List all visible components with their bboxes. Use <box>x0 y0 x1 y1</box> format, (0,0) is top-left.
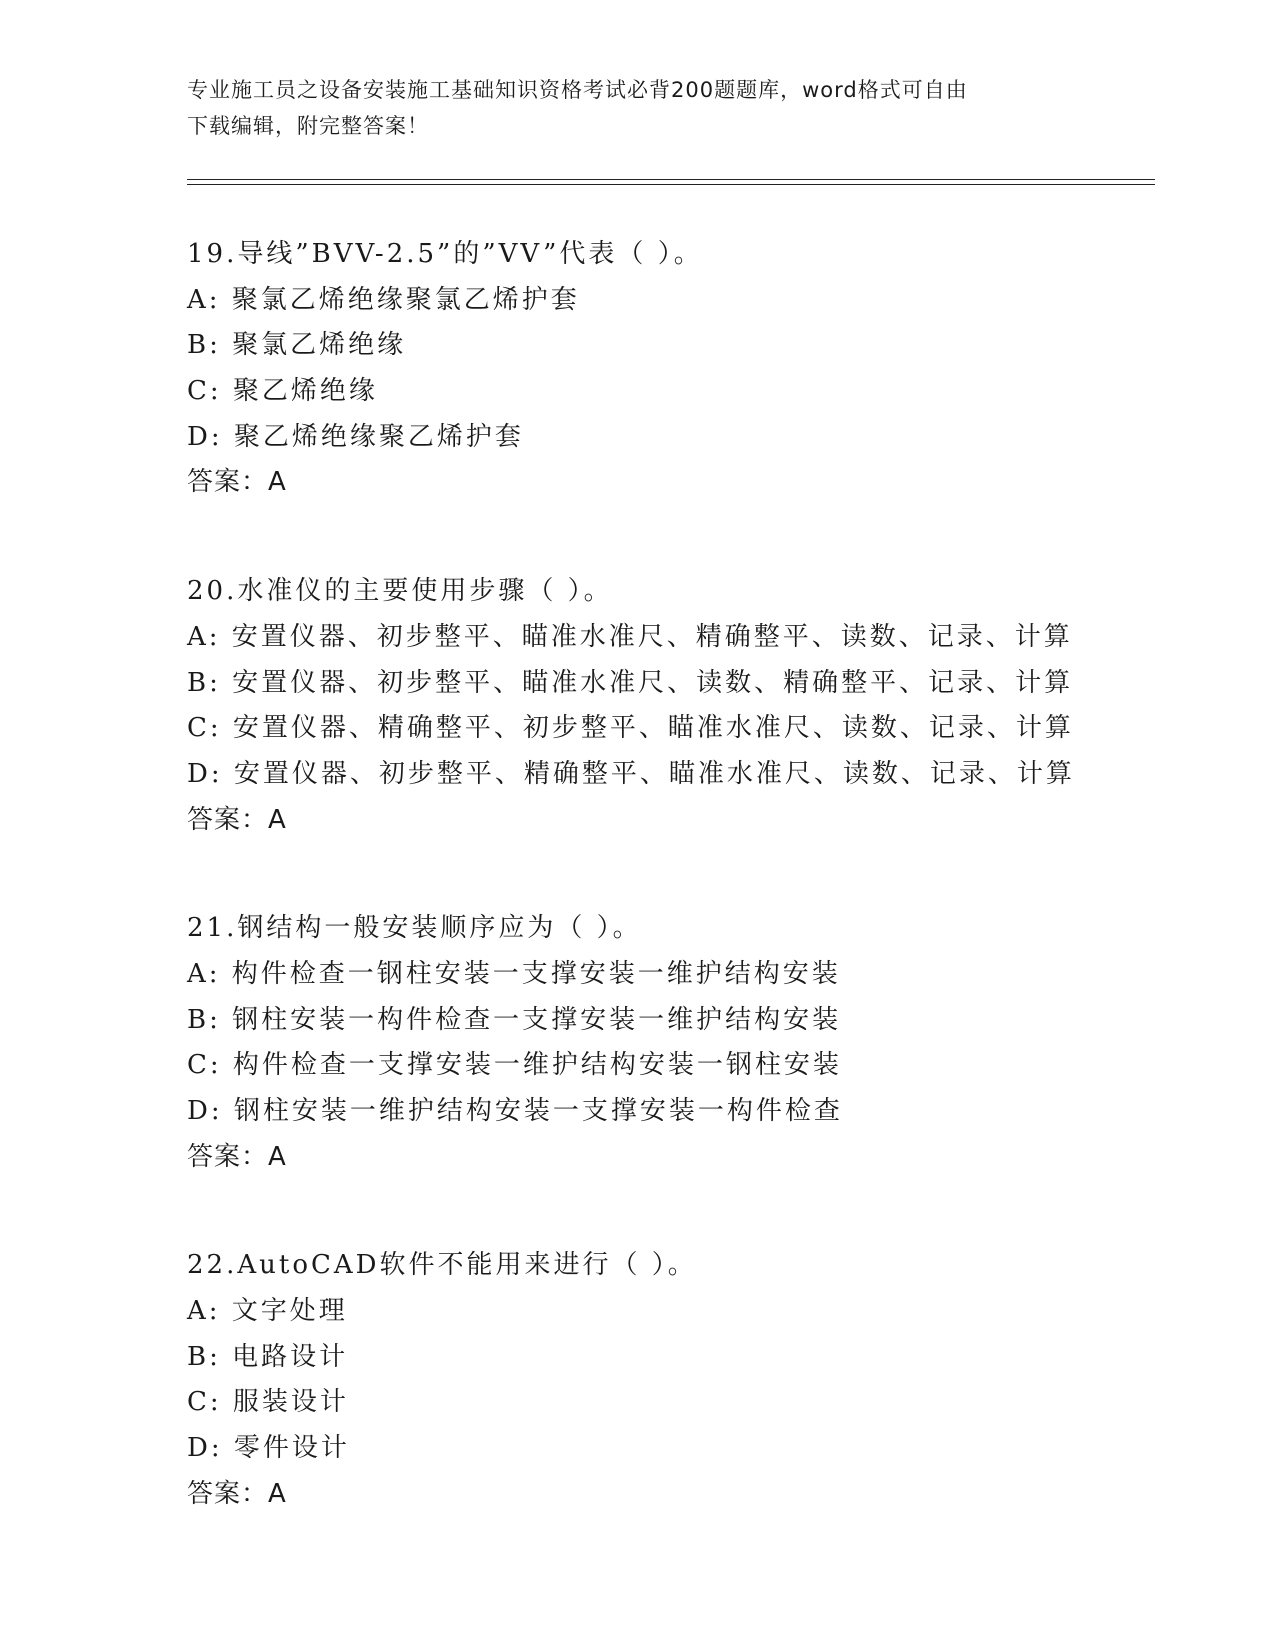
question-stem: 19.导线”BVV-2.5”的”VV”代表（ ）。 <box>187 239 703 269</box>
question-22 <box>187 1243 1147 1517</box>
answer: 答案：A <box>187 804 287 835</box>
option-c: C: 服装设计 <box>187 1387 349 1418</box>
header-line-2: 下载编辑，附完整答案！ <box>187 114 429 138</box>
question-19 <box>187 232 1147 506</box>
option-a: A: 安置仪器、初步整平、瞄准水准尺、精确整平、读数、记录、计算 <box>187 621 1073 652</box>
header-line-1: 专业施工员之设备安装施工基础知识资格考试必背200题题库，word格式可自由 <box>187 78 968 102</box>
question-stem: 21.钢结构一般安装顺序应为（ ）。 <box>187 913 642 944</box>
option-d: D: 聚乙烯绝缘聚乙烯护套 <box>187 421 524 452</box>
option-c: C: 聚乙烯绝缘 <box>187 376 378 407</box>
option-a: A: 聚氯乙烯绝缘聚氯乙烯护套 <box>187 284 580 315</box>
option-a: A: 文字处理 <box>187 1296 348 1327</box>
option-b: B: 电路设计 <box>187 1341 349 1372</box>
question-20 <box>187 569 1147 843</box>
option-d: D: 零件设计 <box>187 1433 350 1464</box>
header-divider-top <box>187 179 1155 180</box>
option-d: D: 钢柱安装一维护结构安装一支撑安装一构件检查 <box>187 1096 843 1126</box>
option-b: B: 安置仪器、初步整平、瞄准水准尺、读数、精确整平、记录、计算 <box>187 667 1074 698</box>
answer: 答案：A <box>187 1141 287 1172</box>
option-a: A: 构件检查一钢柱安装一支撑安装一维护结构安装 <box>187 958 841 989</box>
option-c: C: 构件检查一支撑安装一维护结构安装一钢柱安装 <box>187 1050 842 1081</box>
question-stem: 20.水准仪的主要使用步骤（ ）。 <box>187 576 613 607</box>
option-b: B: 聚氯乙烯绝缘 <box>187 330 407 361</box>
answer: 答案：A <box>187 1478 287 1509</box>
document-header <box>187 72 1067 144</box>
answer: 答案：A <box>187 467 287 498</box>
question-21 <box>187 906 1147 1180</box>
question-stem: 22.AutoCAD软件不能用来进行（ ）。 <box>187 1250 697 1281</box>
option-c: C: 安置仪器、精确整平、初步整平、瞄准水准尺、读数、记录、计算 <box>187 713 1074 744</box>
option-d: D: 安置仪器、初步整平、精确整平、瞄准水准尺、读数、记录、计算 <box>187 758 1075 789</box>
question-list <box>187 232 1147 1581</box>
header-divider-bottom <box>187 184 1155 185</box>
option-b: B: 钢柱安装一构件检查一支撑安装一维护结构安装 <box>187 1004 842 1035</box>
